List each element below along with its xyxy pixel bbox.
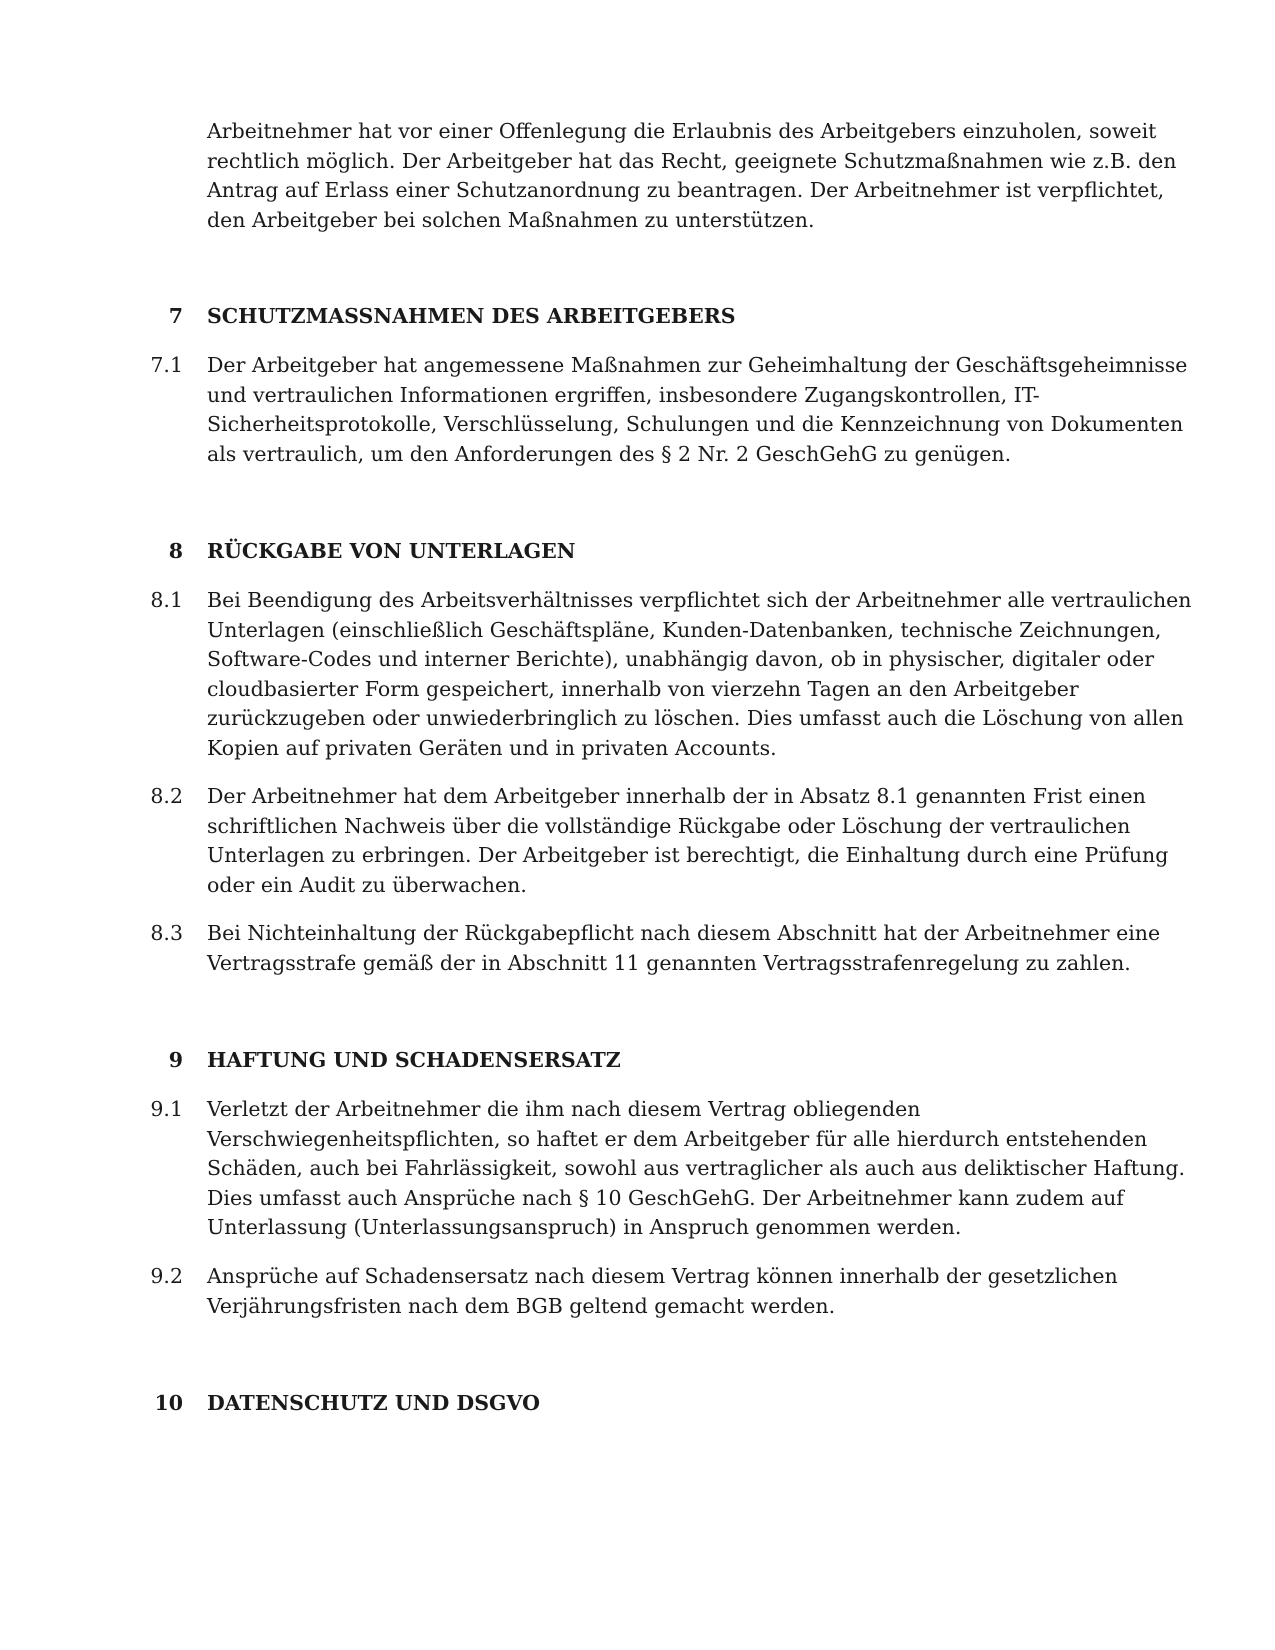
- text-line: Dies umfasst auch Ansprüche nach § 10 GeschGehG. Der Arbeitnehmer kann zudem auf: [207, 1186, 1124, 1210]
- clause-number: 9.2: [150, 1264, 183, 1288]
- section-heading: RÜCKGABE VON UNTERLAGEN: [207, 539, 576, 563]
- text-line: rechtlich möglich. Der Arbeitgeber hat das Recht, geeignete Schutzmaßnahmen wie z.B. den: [207, 149, 1177, 173]
- text-line: zurückzugeben oder unwiederbringlich zu löschen. Dies umfasst auch die Löschung von allen: [207, 706, 1184, 730]
- text-line: Unterlagen (einschließlich Geschäftspläne, Kunden-Datenbanken, technische Zeichnungen,: [207, 618, 1162, 642]
- text-line: Software-Codes und interner Berichte), unabhängig davon, ob in physischer, digitaler oder: [207, 647, 1154, 671]
- text-line: Bei Nichteinhaltung der Rückgabepflicht nach diesem Abschnitt hat der Arbeitnehmer eine: [207, 921, 1161, 945]
- clause-number: 9.1: [150, 1097, 183, 1121]
- clause-number: 8.2: [150, 784, 183, 808]
- text-line: Sicherheitsprotokolle, Verschlüsselung, Schulungen und die Kennzeichnung von Dokumenten: [207, 412, 1184, 436]
- text-line: als vertraulich, um den Anforderungen des § 2 Nr. 2 GeschGehG zu genügen.: [207, 442, 1012, 466]
- clause-number: 7.1: [150, 353, 183, 377]
- text-line: Verletzt der Arbeitnehmer die ihm nach diesem Vertrag obliegenden: [207, 1097, 921, 1121]
- text-line: den Arbeitgeber bei solchen Maßnahmen zu unterstützen.: [207, 208, 815, 232]
- section-heading: HAFTUNG UND SCHADENSERSATZ: [207, 1048, 621, 1072]
- text-line: Kopien auf privaten Geräten und in privaten Accounts.: [207, 736, 777, 760]
- text-line: Verschwiegenheitspflichten, so haftet er dem Arbeitgeber für alle hierdurch entstehenden: [207, 1127, 1148, 1151]
- text-line: Unterlassung (Unterlassungsanspruch) in Anspruch genommen werden.: [207, 1215, 962, 1239]
- section-heading: SCHUTZMASSNAHMEN DES ARBEITGEBERS: [207, 304, 736, 328]
- text-line: Schäden, auch bei Fahrlässigkeit, sowohl aus vertraglicher als auch aus deliktischer Haftung.: [207, 1156, 1186, 1180]
- text-line: Der Arbeitnehmer hat dem Arbeitgeber innerhalb der in Absatz 8.1 genannten Frist einen: [207, 784, 1146, 808]
- section-number: 9: [168, 1048, 183, 1072]
- text-line: Arbeitnehmer hat vor einer Offenlegung die Erlaubnis des Arbeitgebers einzuholen, soweit: [207, 119, 1157, 143]
- section-number: 10: [154, 1391, 183, 1415]
- text-line: Der Arbeitgeber hat angemessene Maßnahmen zur Geheimhaltung der Geschäftsgeheimnisse: [207, 353, 1188, 377]
- section-heading: DATENSCHUTZ UND DSGVO: [207, 1391, 540, 1415]
- text-line: oder ein Audit zu überwachen.: [207, 873, 527, 897]
- section-number: 7: [168, 304, 183, 328]
- text-line: Ansprüche auf Schadensersatz nach diesem Vertrag können innerhalb der gesetzlichen: [207, 1264, 1118, 1288]
- clause-number: 8.1: [150, 588, 183, 612]
- text-line: Vertragsstrafe gemäß der in Abschnitt 11 genannten Vertragsstrafenregelung zu zahlen.: [207, 951, 1131, 975]
- text-line: Unterlagen zu erbringen. Der Arbeitgeber ist berechtigt, die Einhaltung durch eine Prüfung: [207, 843, 1169, 867]
- text-line: schriftlichen Nachweis über die vollständige Rückgabe oder Löschung der vertraulichen: [207, 814, 1131, 838]
- text-line: und vertraulichen Informationen ergriffen, insbesondere Zugangskontrollen, IT-: [207, 383, 1040, 407]
- text-line: Bei Beendigung des Arbeitsverhältnisses verpflichtet sich der Arbeitnehmer alle vertraulichen: [207, 588, 1192, 612]
- text-line: Antrag auf Erlass einer Schutzanordnung zu beantragen. Der Arbeitnehmer ist verpflichtet,: [207, 178, 1165, 202]
- text-line: cloudbasierter Form gespeichert, innerhalb von vierzehn Tagen an den Arbeitgeber: [207, 677, 1079, 701]
- section-number: 8: [168, 539, 183, 563]
- clause-number: 8.3: [150, 921, 183, 945]
- text-line: Verjährungsfristen nach dem BGB geltend gemacht werden.: [207, 1294, 836, 1318]
